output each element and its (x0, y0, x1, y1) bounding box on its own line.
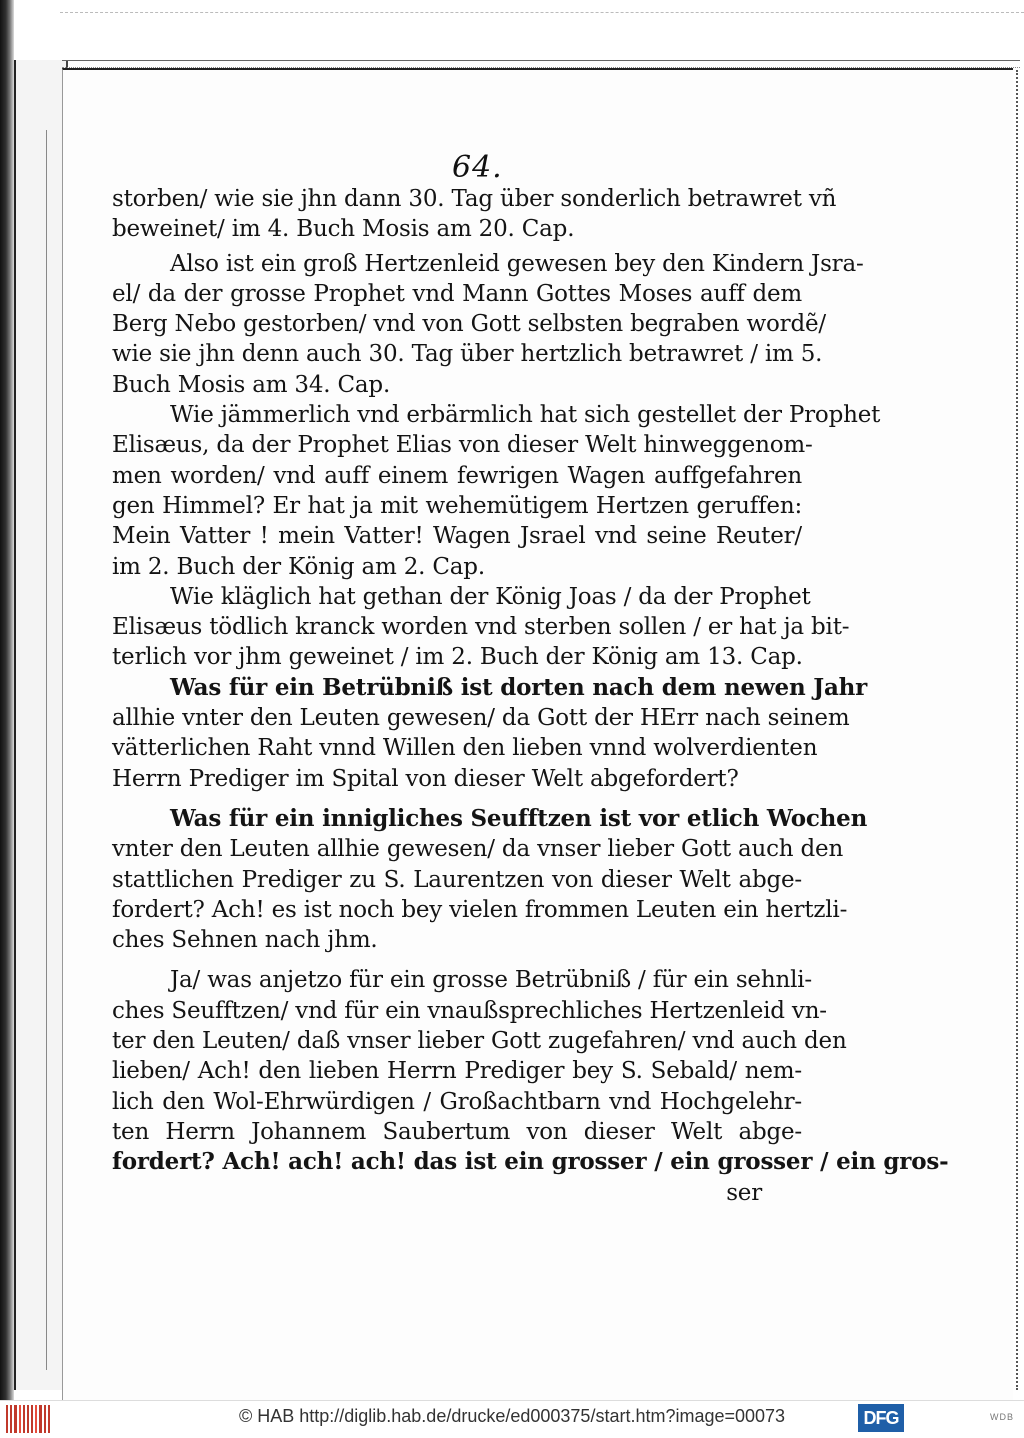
body-text (112, 184, 949, 1208)
text-line: fordert? Ach! ach! ach! das ist ein grosser / ein grosser / ein gros- (112, 1148, 949, 1176)
text-line: men worden/ vnd auff einem fewrigen Wagen auffgefahren (112, 462, 802, 489)
text-line: Elisæus tödlich kranck worden vnd sterben sollen / er hat ja bit- (112, 614, 850, 641)
text-line: ches Sehnen nach jhm. (112, 927, 378, 954)
page-top-edge (62, 60, 1020, 68)
text-line: Ja/ was anjetzo für ein grosse Betrübniß / für ein sehnli- (170, 967, 812, 994)
text-line: im 2. Buch der König am 2. Cap. (112, 553, 485, 580)
text-line: lieben/ Ach! den lieben Herrn Prediger bey S. Sebald/ nem- (112, 1058, 802, 1085)
catchword: ser (726, 1179, 762, 1206)
footer-corner-code: WDB (990, 1412, 1014, 1422)
text-line: ten Herrn Johannem Saubertum von dieser Welt abge- (112, 1118, 802, 1145)
text-line: el/ da der grosse Prophet vnd Mann Gottes Moses auff dem (112, 280, 802, 307)
text-line: Herrn Prediger im Spital von dieser Welt abgefordert? (112, 765, 739, 792)
text-line: gen Himmel? Er hat ja mit wehemütigem Hertzen geruffen: (112, 492, 802, 519)
text-line: terlich vor jhm geweinet / im 2. Buch der König am 13. Cap. (112, 644, 803, 671)
dfg-logo: DFG (858, 1404, 904, 1432)
text-line: Mein Vatter ! mein Vatter! Wagen Jsrael vnd seine Reuter/ (112, 523, 802, 550)
text-line: storben/ wie sie jhn dann 30. Tag über sonderlich betrawret vñ (112, 186, 837, 212)
text-line: stattlichen Prediger zu S. Laurentzen von dieser Welt abge- (112, 866, 802, 893)
text-line: wie sie jhn denn auch 30. Tag über hertzlich betrawret / im 5. (112, 341, 823, 368)
text-line: Elisæus, da der Prophet Elias von dieser Welt hinweggenom- (112, 432, 813, 459)
text-line: beweinet/ im 4. Buch Mosis am 20. Cap. (112, 216, 575, 243)
text-line: ches Seufftzen/ vnd für ein vnaußsprechliches Hertzenleid vn- (112, 997, 827, 1024)
text-line: Berg Nebo gestorben/ vnd von Gott selbsten begraben wordẽ/ (112, 311, 826, 338)
book-binding (0, 0, 14, 1400)
text-line: vätterlichen Raht vnnd Willen den lieben vnnd wolverdienten (112, 735, 818, 762)
text-line: Buch Mosis am 34. Cap. (112, 371, 391, 398)
text-line: Was für ein Betrübniß ist dorten nach dem newen Jahr (170, 673, 868, 701)
text-line: Also ist ein groß Hertzenleid gewesen bey den Kindern Jsra- (170, 250, 864, 277)
text-line: Wie kläglich hat gethan der König Joas / da der Prophet (170, 583, 811, 610)
text-line: vnter den Leuten allhie gewesen/ da vnser lieber Gott auch den (112, 836, 844, 863)
text-line: lich den Wol-Ehrwürdigen / Großachtbarn vnd Hochgelehr- (112, 1088, 802, 1115)
left-page-leaf (14, 60, 68, 1390)
page-number: 64. (452, 150, 503, 185)
text-line: allhie vnter den Leuten gewesen/ da Gott der HErr nach seinem (112, 705, 850, 732)
page-right-edge (1010, 70, 1018, 1390)
text-line: ter den Leuten/ daß vnser lieber Gott zugefahren/ vnd auch den (112, 1028, 847, 1055)
text-line: Wie jämmerlich vnd erbärmlich hat sich gestellet der Prophet (170, 402, 881, 429)
text-line: Was für ein innigliches Seufftzen ist vor etlich Wochen (170, 804, 868, 832)
left-leaf-fold (46, 130, 53, 1370)
footer-credit-link[interactable]: © HAB http://diglib.hab.de/drucke/ed000375/start.htm?image=00073 (238, 1406, 786, 1426)
text-line: fordert? Ach! es ist noch bey vielen frommen Leuten ein hertzli- (112, 896, 848, 923)
previous-page-edge (60, 0, 1024, 13)
